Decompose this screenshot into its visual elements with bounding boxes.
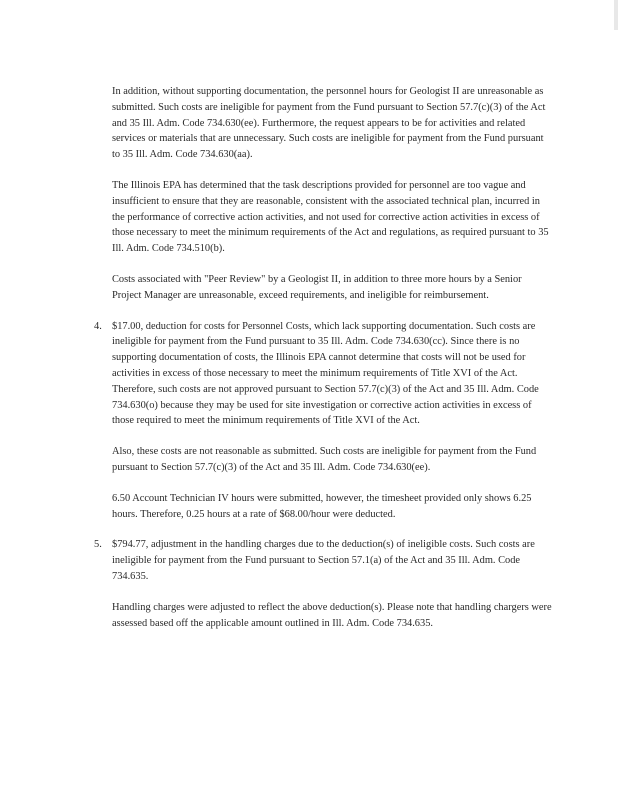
list-item-text: $794.77, adjustment in the handling charges due to the deduction(s) of ineligible costs. Such costs are ineligible for payment from the Fund pursuant to Section 57.1(a) of the Act and 35 Ill. Adm. Code 734.635. — [112, 539, 535, 582]
list-item-number: 5. — [94, 539, 102, 551]
list-item-5 — [94, 537, 552, 631]
document-body — [94, 84, 552, 646]
paragraph-geologist-hours: In addition, without supporting documentation, the personnel hours for Geologist II are unreasonable as submitted. Such costs are ineligible for payment from the Fund pursuant to Section 57.7(c)(3) of the Act and 35 Ill. Adm. Code 734.630(ee). Furthermore, the request appears to be for activities and related services or materials that are unnecessary. Such costs are ineligible for payment from the Fund pursuant to 35 Ill. Adm. Code 734.630(aa). — [112, 86, 546, 161]
list-item-subparagraph: Also, these costs are not reasonable as submitted. Such costs are ineligible for payment from the Fund pursuant to Section 57.7(c)(3) of the Act and 35 Ill. Adm. Code 734.630(ee). — [112, 446, 537, 473]
list-item-subparagraph: Handling charges were adjusted to reflect the above deduction(s). Please note that handling chargers were assessed based off the applicable amount outlined in Ill. Adm. Code 734.635. — [112, 601, 552, 629]
list-item-text: $17.00, deduction for costs for Personnel Costs, which lack supporting documentation. Such costs are ineligible for payment from the Fund pursuant to 35 Ill. Adm. Code 734.630(cc). Since there is no supporting documentation of costs, the Illinois EPA cannot determine that costs will not be used for activities in excess of those necessary to meet the minimum requirements of Title XVI of the Act. Therefore, such costs are not approved pursuant to Section 57.7(c)(3) of the Act and 35 Ill. Adm. Code 734.630(o) because they may be used for site investigation or corrective action activities in excess of those required to meet the minimum requirements of Title XVI of the Act. — [112, 320, 539, 427]
list-item-subparagraph: 6.50 Account Technician IV hours were submitted, however, the timesheet provided only shows 6.25 hours. Therefore, 0.25 hours at a rate of $68.00/hour were deducted. — [112, 492, 532, 520]
paragraph-peer-review: Costs associated with "Peer Review" by a Geologist II, in addition to three more hours by a Senior Project Manager are unreasonable, exceed requirements, and ineligible for reimbursement. — [112, 273, 522, 301]
list-item-number: 4. — [94, 320, 102, 332]
list-item-4 — [94, 319, 552, 523]
scan-edge-mark — [614, 0, 618, 30]
paragraph-task-descriptions: The Illinois EPA has determined that the task descriptions provided for personnel are too vague and insufficient to ensure that they are reasonable, consistent with the associated technical plan, incurred in the performance of corrective action activities, and not used for corrective action activities in excess of those necessary to meet the minimum requirements of the Act and regulations, as required pursuant to 35 Ill. Adm. Code 734.510(b). — [112, 179, 549, 255]
